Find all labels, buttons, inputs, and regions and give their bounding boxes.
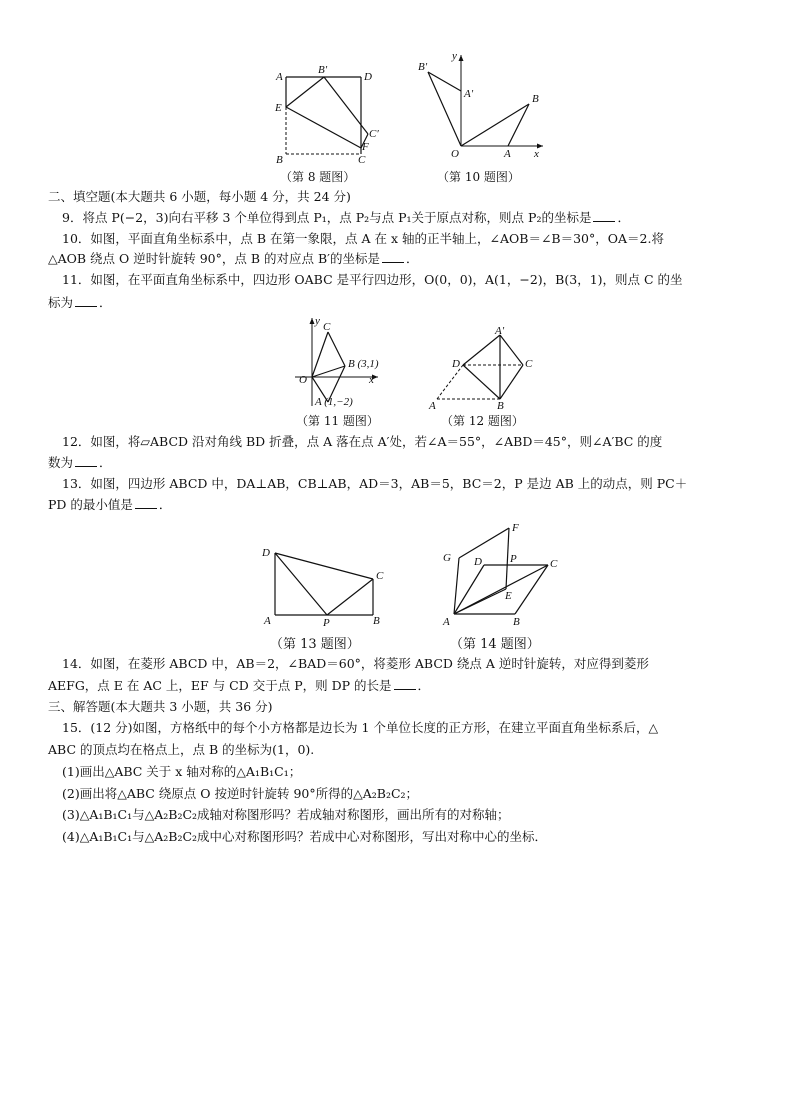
fig13-label-C: C [376, 570, 384, 582]
question-11-line-2 [48, 294, 748, 311]
fig8-label-C: C [358, 154, 366, 166]
fig8-label-A: A [276, 71, 283, 83]
fig10-label-A-prime: A′ [464, 88, 474, 100]
fig11-label-y: y [315, 315, 320, 327]
fig10-label-O: O [451, 148, 459, 160]
fig10-label-B-prime: B′ [418, 61, 428, 73]
question-15-line-2: ABC 的顶点均在格点上，点 B 的坐标为(1，0). [48, 742, 315, 757]
question-15-part-1: (1)画出△ABC 关于 x 轴对称的△A₁B₁C₁； [62, 764, 302, 779]
fig8-label-C-prime: C′ [369, 128, 379, 140]
figure-14 [440, 518, 570, 630]
question-13-end: ． [158, 497, 172, 512]
question-10-text: △AOB 绕点 O 逆时针旋转 90°，点 B 的对应点 B′的坐标是 [48, 251, 381, 266]
figure-14-drawing [440, 518, 570, 630]
fig14-label-A: A [443, 616, 450, 628]
question-14-line-2 [48, 677, 748, 694]
fig14-label-B: B [513, 616, 520, 628]
fig14-label-D: D [474, 556, 482, 568]
question-12-text: 数为 [48, 455, 74, 470]
figure-10-drawing [415, 50, 550, 165]
fig13-label-D: D [262, 547, 270, 559]
question-13-line-1: 13．如图，四边形 ABCD 中，DA⊥AB，CB⊥AB，AD＝3，AB＝5，BC＝2，P 是边 AB 上的动点，则 PC＋ [62, 476, 688, 491]
fig13-label-P: P [323, 617, 330, 629]
fig10-label-y: y [452, 50, 457, 62]
question-12-end: ． [99, 455, 112, 470]
fig12-label-C: C [525, 358, 533, 370]
question-13-text: PD 的最小值是 [48, 497, 133, 512]
section-2-heading: 二、填空题(本大题共 6 小题，每小题 4 分，共 24 分) [48, 189, 351, 204]
question-14-text: AEFG，点 E 在 AC 上，EF 与 CD 交于点 P，则 DP 的长是 [48, 678, 392, 693]
question-11-line-1: 11．如图，在平面直角坐标系中，四边形 OABC 是平行四边形，O(0，0)，A(1，−2)，B(3，1)，则点 C 的坐 [62, 272, 683, 287]
question-14-line-1: 14．如图，在菱形 ABCD 中，AB＝2，∠BAD＝60°，将菱形 ABCD 绕点 A 逆时针旋转，对应得到菱形 [62, 656, 649, 671]
question-14-answer-blank[interactable] [394, 677, 416, 690]
question-9-end: ． [617, 210, 630, 225]
question-14-end: ． [417, 678, 431, 693]
question-13-line-2 [48, 496, 748, 513]
figure-13-caption: （第 13 题图） [270, 637, 360, 652]
fig14-label-G: G [443, 552, 451, 564]
fig12-label-A: A [429, 400, 436, 412]
fig14-label-P: P [510, 553, 517, 565]
question-12-line-1: 12．如图，将▱ABCD 沿对角线 BD 折叠，点 A 落在点 A′处，若∠A＝55°，∠ABD＝45°，则∠A′BC 的度 [62, 434, 663, 449]
figure-8-drawing [270, 62, 390, 168]
question-10-line-2 [48, 250, 748, 267]
question-10-line-1: 10．如图，平面直角坐标系中，点 B 在第一象限，点 A 在 x 轴的正半轴上，∠AOB＝∠B＝30°，OA＝2.将 [62, 231, 664, 246]
fig8-label-B-prime: B′ [318, 64, 328, 76]
fig12-label-D: D [452, 358, 460, 370]
fig11-label-A: A (1,−2) [315, 396, 353, 408]
question-11-text: 标为 [48, 295, 74, 310]
figure-13 [260, 543, 395, 631]
question-9-answer-blank[interactable] [593, 209, 615, 222]
figure-8-caption: （第 8 题图） [280, 170, 356, 184]
fig14-label-F: F [512, 522, 519, 534]
fig13-label-A: A [264, 615, 271, 627]
question-12-answer-blank[interactable] [75, 454, 97, 467]
question-10-answer-blank[interactable] [382, 250, 404, 263]
fig13-label-B: B [373, 615, 380, 627]
figure-12-caption: （第 12 题图） [441, 414, 524, 428]
figure-10 [415, 50, 550, 165]
figure-10-caption: （第 10 题图） [437, 170, 520, 184]
figure-12-drawing [425, 325, 545, 411]
fig8-label-B: B [276, 154, 283, 166]
figure-12 [425, 325, 545, 411]
question-11-answer-blank[interactable] [75, 294, 97, 307]
fig14-label-E: E [505, 590, 512, 602]
fig8-label-D: D [364, 71, 372, 83]
question-15-part-3: (3)△A₁B₁C₁与△A₂B₂C₂成轴对称图形吗？若成轴对称图形，画出所有的对称轴； [62, 807, 510, 822]
fig12-label-A-prime: A′ [495, 325, 505, 337]
fig11-label-O: O [299, 374, 307, 386]
fig8-label-E: E [275, 102, 282, 114]
figure-14-caption: （第 14 题图） [450, 637, 540, 652]
fig10-label-x: x [534, 148, 539, 160]
section-3-heading: 三、解答题(本大题共 3 小题，共 36 分) [48, 699, 273, 714]
question-9 [62, 209, 762, 226]
question-10-end: ． [406, 251, 419, 266]
fig14-label-C: C [550, 558, 558, 570]
fig11-label-x: x [369, 374, 374, 386]
fig10-label-A: A [504, 148, 511, 160]
figure-11-drawing [290, 310, 390, 410]
question-12-line-2 [48, 454, 748, 471]
fig8-label-F: F [362, 141, 369, 153]
question-13-answer-blank[interactable] [135, 496, 157, 509]
figure-11-caption: （第 11 题图） [296, 414, 379, 428]
question-11-end: ． [99, 295, 112, 310]
question-15-part-4: (4)△A₁B₁C₁与△A₂B₂C₂成中心对称图形吗？若成中心对称图形，写出对称中心的坐标． [62, 829, 548, 844]
figure-11 [290, 310, 390, 410]
question-15-line-1: 15．(12 分)如图，方格纸中的每个小方格都是边长为 1 个单位长度的正方形，在建立平面直角坐标系后，△ [62, 720, 659, 735]
fig12-label-B: B [497, 400, 504, 412]
fig11-label-B: B (3,1) [348, 358, 379, 370]
question-15-part-2: (2)画出将△ABC 绕原点 O 按逆时针旋转 90°所得的△A₂B₂C₂； [62, 786, 419, 801]
fig11-label-C: C [323, 321, 331, 333]
figure-13-drawing [260, 543, 395, 631]
figure-8 [270, 62, 390, 168]
question-9-text: 9．将点 P(−2，3)向右平移 3 个单位得到点 P₁，点 P₂与点 P₁关于原点对称，则点 P₂的坐标是 [62, 210, 592, 225]
fig10-label-B: B [532, 93, 539, 105]
